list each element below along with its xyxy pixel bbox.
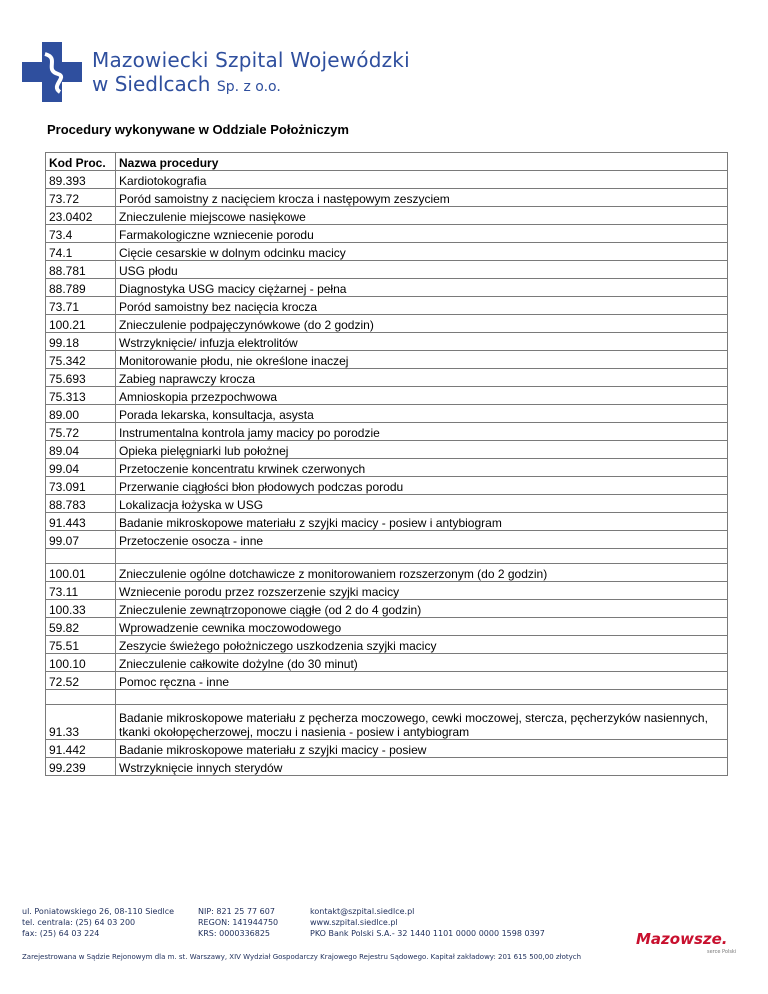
procedure-code: 91.442 — [46, 740, 116, 758]
spacer-cell — [116, 690, 728, 705]
procedure-name: Znieczulenie zewnątrzoponowe ciągłe (od 2 do 4 godzin) — [116, 600, 728, 618]
table-row — [46, 243, 728, 261]
table-row — [46, 405, 728, 423]
procedure-code: 89.393 — [46, 171, 116, 189]
procedure-name: Przerwanie ciągłości błon płodowych podczas porodu — [116, 477, 728, 495]
table-row — [46, 672, 728, 690]
procedure-name: Poród samoistny bez nacięcia krocza — [116, 297, 728, 315]
table-row — [46, 369, 728, 387]
table-body — [46, 171, 728, 776]
table-row — [46, 654, 728, 672]
footer-text: PKO Bank Polski S.A.- 32 1440 1101 0000 0000 1598 0397 — [310, 929, 545, 938]
procedure-name: Lokalizacja łożyska w USG — [116, 495, 728, 513]
procedure-code: 91.33 — [46, 705, 116, 740]
footer-text: fax: (25) 64 03 224 — [22, 929, 100, 938]
table-row — [46, 441, 728, 459]
table-row — [46, 618, 728, 636]
hospital-company-type: Sp. z o.o. — [216, 79, 281, 95]
table-row — [46, 459, 728, 477]
procedure-code: 99.239 — [46, 758, 116, 776]
table-row — [46, 279, 728, 297]
table-row — [46, 207, 728, 225]
procedure-code: 100.01 — [46, 564, 116, 582]
procedure-code: 75.342 — [46, 351, 116, 369]
procedure-name: Znieczulenie ogólne dotchawicze z monitorowaniem rozszerzonym (do 2 godzin) — [116, 564, 728, 582]
table-header-row — [46, 153, 728, 171]
table-row — [46, 333, 728, 351]
table-row — [46, 171, 728, 189]
procedure-code: 88.783 — [46, 495, 116, 513]
hospital-name — [92, 48, 410, 99]
procedure-name: Wstrzyknięcie innych sterydów — [116, 758, 728, 776]
procedure-code: 88.781 — [46, 261, 116, 279]
procedure-name: Wstrzyknięcie/ infuzja elektrolitów — [116, 333, 728, 351]
table-spacer-row — [46, 690, 728, 705]
procedure-name: Diagnostyka USG macicy ciężarnej - pełna — [116, 279, 728, 297]
footer-registration: Zarejestrowana w Sądzie Rejonowym dla m. st. Warszawy, XIV Wydział Gospodarczy Krajowego Rejestru Sądowego. Kapitał zakładowy: 201 615 500,00 złotych — [22, 953, 582, 961]
hospital-cross-logo-icon — [20, 40, 84, 104]
table-row — [46, 513, 728, 531]
table-row — [46, 387, 728, 405]
procedure-name: Poród samoistny z nacięciem krocza i następowym zeszyciem — [116, 189, 728, 207]
table-row — [46, 495, 728, 513]
table-row — [46, 477, 728, 495]
table-row — [46, 531, 728, 549]
procedure-name: Amnioskopia przezpochwowa — [116, 387, 728, 405]
header-code: Kod Proc. — [46, 153, 116, 171]
footer-email[interactable]: kontakt@szpital.siedlce.pl — [310, 907, 415, 916]
spacer-cell — [116, 549, 728, 564]
procedure-code: 23.0402 — [46, 207, 116, 225]
procedure-name: Przetoczenie koncentratu krwinek czerwonych — [116, 459, 728, 477]
procedure-name: Porada lekarska, konsultacja, asysta — [116, 405, 728, 423]
procedure-name: Pomoc ręczna - inne — [116, 672, 728, 690]
procedure-code: 73.71 — [46, 297, 116, 315]
table-row — [46, 636, 728, 654]
procedure-name: Badanie mikroskopowe materiału z pęcherza moczowego, cewki moczowej, stercza, pęcherzyków nasiennych, tkanki okołopęcherzowej, moczu i nasienia - posiew i antybiogram — [116, 705, 728, 740]
spacer-cell — [46, 549, 116, 564]
procedure-name: Wzniecenie porodu przez rozszerzenie szyjki macicy — [116, 582, 728, 600]
procedure-name: Znieczulenie podpajęczynówkowe (do 2 godzin) — [116, 315, 728, 333]
footer-website[interactable]: www.szpital.siedlce.pl — [310, 918, 398, 927]
table-row — [46, 582, 728, 600]
hospital-name-line2 — [92, 72, 410, 99]
procedure-name: Badanie mikroskopowe materiału z szyjki macicy - posiew i antybiogram — [116, 513, 728, 531]
table-spacer-row — [46, 549, 728, 564]
procedure-code: 100.21 — [46, 315, 116, 333]
footer-text: KRS: 0000336825 — [198, 929, 271, 938]
procedure-name: Kardiotokografia — [116, 171, 728, 189]
header-name: Nazwa procedury — [116, 153, 728, 171]
procedure-code: 100.10 — [46, 654, 116, 672]
procedure-name: Instrumentalna kontrola jamy macicy po porodzie — [116, 423, 728, 441]
footer-ids — [198, 906, 278, 939]
procedure-code: 73.091 — [46, 477, 116, 495]
procedure-code: 72.52 — [46, 672, 116, 690]
mazowsze-logo: Mazowsze. — [636, 930, 728, 948]
procedure-code: 59.82 — [46, 618, 116, 636]
procedure-code: 99.07 — [46, 531, 116, 549]
procedure-name: Zabieg naprawczy krocza — [116, 369, 728, 387]
procedure-code: 73.4 — [46, 225, 116, 243]
procedure-name: Badanie mikroskopowe materiału z szyjki macicy - posiew — [116, 740, 728, 758]
table-row — [46, 740, 728, 758]
footer-address — [22, 906, 174, 939]
footer-text: ul. Poniatowskiego 26, 08-110 Siedlce — [22, 907, 175, 916]
table-row — [46, 297, 728, 315]
procedure-code: 88.789 — [46, 279, 116, 297]
page-title: Procedury wykonywane w Oddziale Położniczym — [47, 122, 349, 137]
footer-text: NIP: 821 25 77 607 — [198, 907, 275, 916]
procedure-name: USG płodu — [116, 261, 728, 279]
procedure-code: 75.51 — [46, 636, 116, 654]
table-row — [46, 705, 728, 740]
procedure-name: Opieka pielęgniarki lub położnej — [116, 441, 728, 459]
spacer-cell — [46, 690, 116, 705]
table-row — [46, 564, 728, 582]
procedure-code: 73.72 — [46, 189, 116, 207]
procedure-name: Cięcie cesarskie w dolnym odcinku macicy — [116, 243, 728, 261]
footer-text: tel. centrala: (25) 64 03 200 — [22, 918, 136, 927]
table-row — [46, 351, 728, 369]
table-row — [46, 758, 728, 776]
procedures-table — [45, 152, 728, 776]
hospital-name-line1: Mazowiecki Szpital Wojewódzki — [92, 48, 410, 72]
hospital-city: w Siedlcach — [92, 72, 211, 96]
procedure-name: Farmakologiczne wzniecenie porodu — [116, 225, 728, 243]
procedure-code: 74.1 — [46, 243, 116, 261]
mazowsze-tagline: serce Polski — [707, 949, 737, 955]
procedure-code: 73.11 — [46, 582, 116, 600]
procedure-code: 75.313 — [46, 387, 116, 405]
procedure-name: Wprowadzenie cewnika moczowodowego — [116, 618, 728, 636]
procedure-code: 89.00 — [46, 405, 116, 423]
procedure-name: Znieczulenie całkowite dożylne (do 30 minut) — [116, 654, 728, 672]
table-row — [46, 315, 728, 333]
procedure-code: 100.33 — [46, 600, 116, 618]
table-row — [46, 189, 728, 207]
procedure-code: 99.04 — [46, 459, 116, 477]
procedure-name: Monitorowanie płodu, nie określone inaczej — [116, 351, 728, 369]
procedure-name: Przetoczenie osocza - inne — [116, 531, 728, 549]
procedure-code: 99.18 — [46, 333, 116, 351]
table-row — [46, 423, 728, 441]
footer-text: REGON: 141944750 — [198, 918, 279, 927]
procedure-code: 89.04 — [46, 441, 116, 459]
procedure-name: Zeszycie świeżego położniczego uszkodzenia szyjki macicy — [116, 636, 728, 654]
procedure-code: 91.443 — [46, 513, 116, 531]
procedure-code: 75.693 — [46, 369, 116, 387]
footer-contact — [310, 906, 545, 939]
table-row — [46, 225, 728, 243]
table-row — [46, 261, 728, 279]
procedure-name: Znieczulenie miejscowe nasiękowe — [116, 207, 728, 225]
table-row — [46, 600, 728, 618]
procedure-code: 75.72 — [46, 423, 116, 441]
